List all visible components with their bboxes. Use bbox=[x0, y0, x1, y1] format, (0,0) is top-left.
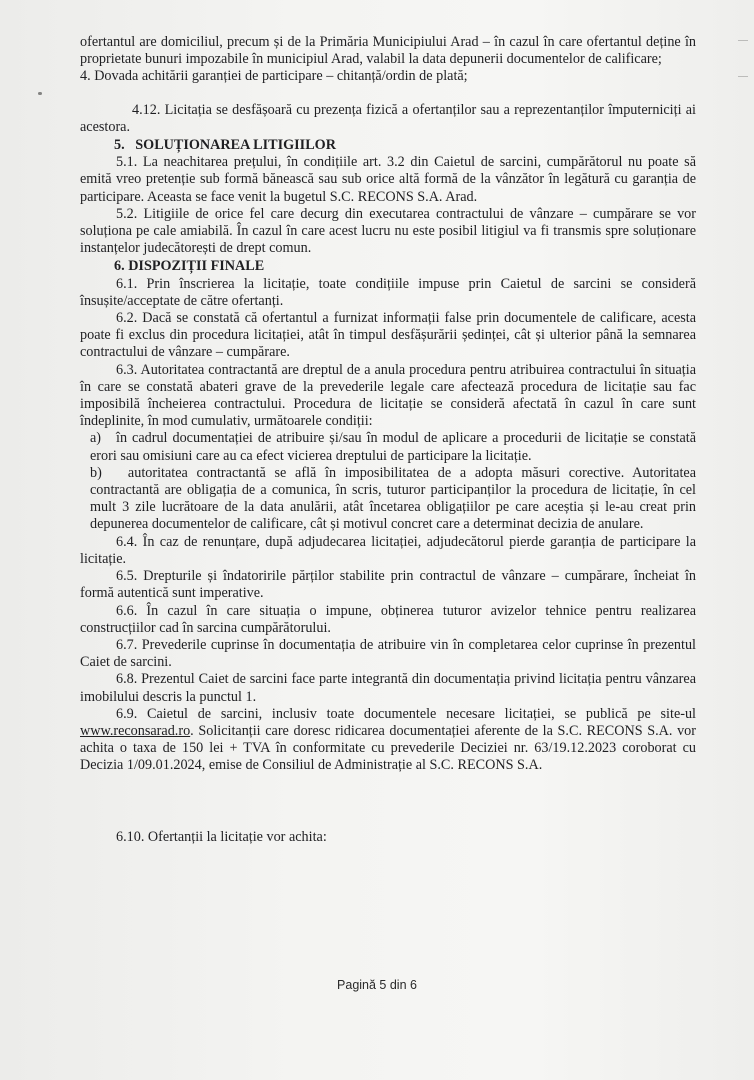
paragraph-6-9-text-start: 6.9. Caietul de sarcini, inclusiv toate documentele necesare licitației, se publică pe site-ul bbox=[116, 705, 696, 722]
paragraph-6-9 bbox=[80, 706, 696, 775]
paragraph-6-9-text-end: . Solicitanții care doresc ridicarea documentației aferente de la S.C. RECONS S.A. vor achita o taxa de 150 lei + TVA în conformitate cu prevederile Deciziei nr. 63/19.12.2023 coroborat cu Decizia 1/09.01.2024, emise de Consiliul de Administrație al S.C. RECONS S.A. bbox=[80, 722, 696, 774]
paragraph-6-3-b: b) autoritatea contractantă se află în imposibilitatea de a adopta măsuri corective. Autoritatea contractantă are obligația de a comunica, în scris, tuturor participanților la procedura de licitație, în cel mult 3 zile lucrătoare de la data anulării, atât încetarea obligațiilor pe care aceștia și le-au creat prin depunerea documentelor de calificare, cât și motivul concret care a determinat decizia de anulare. bbox=[90, 464, 700, 533]
scan-edge-mark bbox=[738, 40, 748, 41]
scan-speck bbox=[38, 92, 42, 95]
paragraph-6-5: 6.5. Drepturile și îndatoririle părților stabilite prin contractul de vânzare – cumpărare, încheiat în formă autentică sunt imperative. bbox=[80, 568, 696, 602]
paragraph-6-3: 6.3. Autoritatea contractantă are dreptul de a anula procedura pentru atribuirea contractului în situația în care se constată abateri grave de la prevederile legale care afectează procedura de licitație sau fac imposibilă încheierea contractului. Procedura de licitație se consideră afectată în cazul în care sunt îndeplinite, în mod cumulativ, următoarele condiții: bbox=[80, 361, 696, 430]
section-heading-5: 5. SOLUȚIONAREA LITIGIILOR bbox=[114, 137, 336, 154]
paragraph-domiciliu: ofertantul are domiciliul, precum și de la Primăria Municipiului Arad – în cazul în care ofertantul deține în proprietate bunuri impozabile în municipiul Arad, valabil la data depunerii documentelor de calificare; bbox=[80, 34, 696, 68]
paragraph-6-3-a: a) în cadrul documentației de atribuire și/sau în modul de aplicare a procedurii de licitație se constată erori sau omisiuni care au ca efect vicierea dreptului de participare la licitație. bbox=[90, 430, 700, 464]
paragraph-5-1: 5.1. La neachitarea prețului, în condițiile art. 3.2 din Caietul de sarcini, cumpărătorul nu poate să emită vreo pretenție sub formă bănească sau sub orice altă formă de la vânzător în legătură cu garanția de participare. Aceasta se face venit la bugetul S.C. RECONS S.A. Arad. bbox=[80, 154, 696, 205]
item-4-dovada: 4. Dovada achitării garanției de participare – chitanță/ordin de plată; bbox=[80, 68, 468, 85]
blank-space bbox=[80, 775, 696, 823]
paragraph-4-12: 4.12. Licitația se desfășoară cu prezența fizică a ofertanților sau a reprezentanților împuterniciți ai acestora. bbox=[80, 101, 696, 135]
paragraph-6-10: 6.10. Ofertanții la licitație vor achita: bbox=[116, 828, 327, 845]
paragraph-6-6: 6.6. În cazul în care situația o impune, obținerea tuturor avizelor tehnice pentru realizarea construcțiilor cad în sarcina cumpărătorului. bbox=[80, 602, 696, 636]
paragraph-6-8: 6.8. Prezentul Caiet de sarcini face parte integrantă din documentația privind licitația pentru vânzarea imobilului descris la punctul 1. bbox=[80, 671, 696, 705]
paragraph-6-2: 6.2. Dacă se constată că ofertantul a furnizat informații false prin documentele de calificare, acesta poate fi exclus din procedura licitației, atât în timpul desfășurării ședinței, cât și ulterior până la semnarea contractului de vânzare – cumpărare. bbox=[80, 310, 696, 361]
paragraph-6-1: 6.1. Prin înscrierea la licitație, toate condițiile impuse prin Caietul de sarcini se consideră însușite/acceptate de către ofertanți. bbox=[80, 275, 696, 309]
paragraph-5-2: 5.2. Litigiile de orice fel care decurg din executarea contractului de vânzare – cumpărare se vor soluționa pe cale amiabilă. În cazul în care acest lucru nu este posibil litigiul va fi transmis spre soluționare instanțelor judecătorești de drept comun. bbox=[80, 205, 696, 257]
paragraph-6-7: 6.7. Prevederile cuprinse în documentația de atribuire vin în completarea celor cuprinse în prezentul Caiet de sarcini. bbox=[80, 636, 696, 671]
website-link[interactable]: www.reconsarad.ro bbox=[80, 722, 191, 739]
scan-edge-mark bbox=[738, 76, 748, 77]
paragraph-6-4: 6.4. În caz de renunțare, după adjudecarea licitației, adjudecătorul pierde garanția de participare la licitație. bbox=[80, 533, 696, 567]
page-number-footer: Pagină 5 din 6 bbox=[337, 978, 417, 992]
document-body bbox=[80, 34, 700, 846]
section-heading-6: 6. DISPOZIȚII FINALE bbox=[114, 258, 265, 275]
